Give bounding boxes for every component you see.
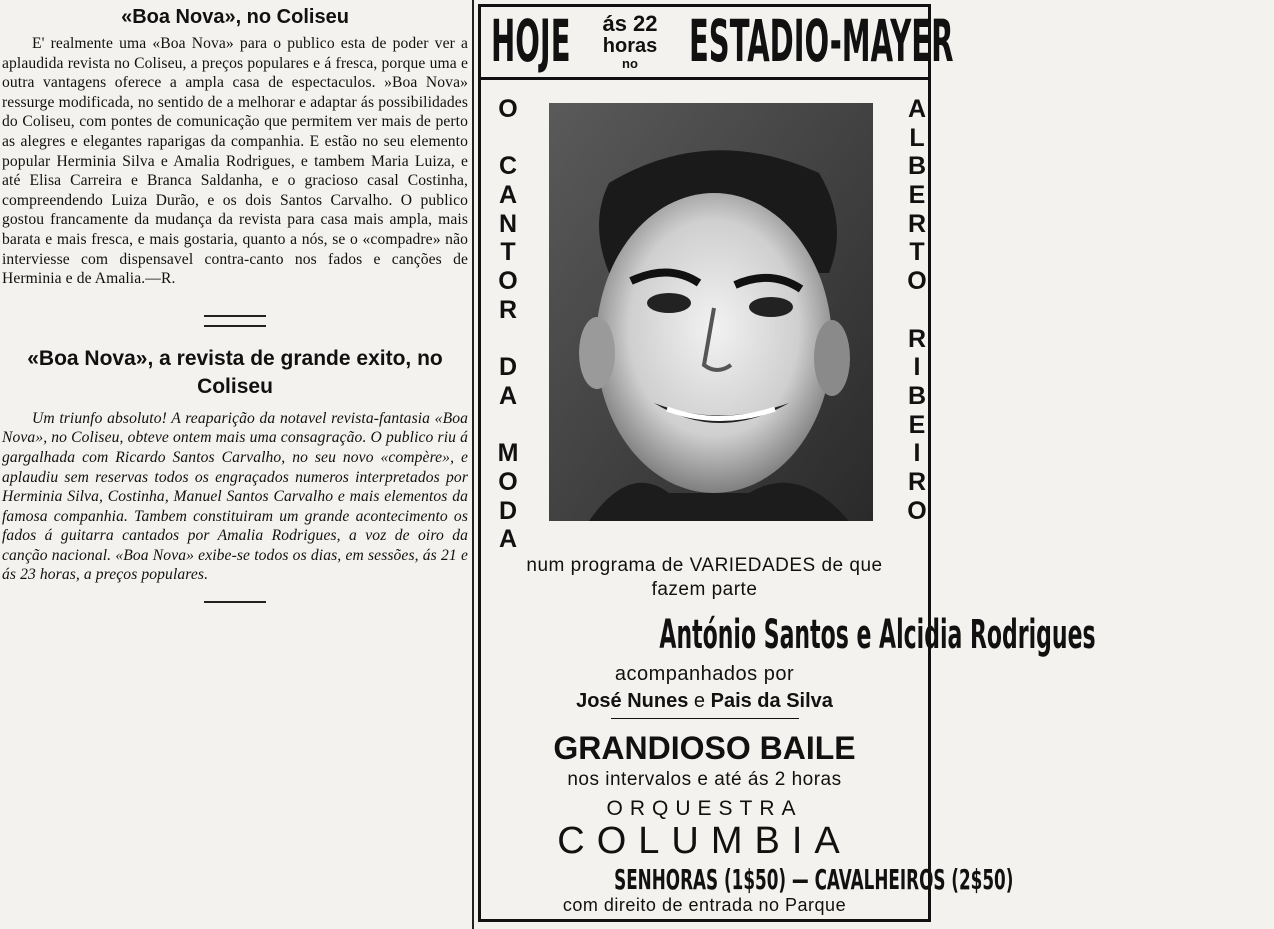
vertical-letter: L (909, 123, 925, 152)
baile-heading: GRANDIOSO BAILE (553, 730, 856, 766)
separator-rule (204, 601, 266, 603)
vertical-letter (490, 411, 526, 440)
musicians: José Nunes e Pais da Silva (576, 690, 833, 712)
vertical-letter: O (907, 267, 927, 296)
article-2-body: Um triunfo absoluto! A reaparição da notavel revista-fantasia «Boa Nova», no Coliseu, obteve ontem mais uma consagração. O publico riu á gargalhada com Ricardo Santos Carvalho, no seu novo «compère», e aplaudiu sem reservas todos os engraçados numeros interpretados por Herminia Silva, Costinha, Manuel Santos Carvalho e mais elementos da famosa companhia. Tambem constituiram um grande acontecimento os fados á guitarra cantados por Amalia Rodrigues, a voz de oiro da canção nacional. «Boa Nova» exibe-se todos os dias, em sessões, ás 21 e ás 23 horas, a preços populares. (2, 409, 468, 584)
vertical-letter: R (498, 295, 518, 324)
ad-header (481, 7, 954, 80)
vertical-letter: B (907, 381, 927, 410)
vertical-letter: D (498, 353, 518, 382)
left-vertical-title (490, 95, 526, 554)
columbia-label: COLUMBIA (557, 820, 852, 862)
orquestra-label: ORQUESTRA (606, 797, 803, 820)
park-entry-note: com direito de entrada no Parque (562, 895, 847, 915)
separator-rule (204, 325, 266, 327)
vertical-letter: M (497, 439, 519, 468)
vertical-letter: I (913, 439, 921, 468)
vertical-letter: R (907, 467, 927, 496)
left-column (2, 4, 468, 924)
accompanied-by: acompanhados por (614, 663, 795, 685)
time-line-1: ás 22 (602, 11, 658, 36)
time-line-2: horas (602, 35, 658, 57)
program-line-2: fazem parte (651, 579, 758, 600)
separator-rule (204, 315, 266, 317)
ad-separator (611, 718, 799, 719)
vertical-letter: O (498, 267, 518, 296)
time-line-3: no (622, 56, 638, 71)
vertical-letter: T (909, 238, 925, 267)
time-box (593, 13, 667, 71)
vertical-letter: A (498, 181, 518, 210)
article-2-title: «Boa Nova», a revista de grande exito, no Coliseu (27, 346, 443, 398)
vertical-letter: B (907, 152, 927, 181)
vertical-letter: I (913, 353, 921, 382)
vertical-letter (899, 296, 935, 325)
right-vertical-name (899, 95, 935, 525)
interval-hours: nos intervalos e até ás 2 horas (567, 769, 842, 790)
vertical-letter: C (498, 152, 518, 181)
vertical-letter: T (500, 238, 516, 267)
vertical-letter: O (498, 95, 518, 123)
ticket-prices: SENHORAS (1$50) — CAVALHEIROS (2$50) (614, 863, 1014, 896)
vertical-letter: A (907, 95, 927, 123)
artists-names: António Santos e Alcidia Rodrigues (659, 612, 1096, 658)
vertical-letter: R (907, 209, 927, 238)
venue-name: ESTADIO-MAYER (689, 7, 954, 75)
vertical-letter (490, 325, 526, 354)
vertical-letter (490, 124, 526, 153)
vertical-letter: A (498, 381, 518, 410)
program-line-1: num programa de VARIEDADES de que (526, 555, 883, 576)
vertical-letter: E (908, 181, 926, 210)
singer-portrait-photo (549, 103, 873, 521)
article-1-body: E' realmente uma «Boa Nova» para o publico esta de poder ver a aplaudida revista no Coliseu, a preços populares e á fresca, porque uma e outra vantagens oferece a ampla casa de espectaculos. »Boa Nova» ressurge modificada, no sentido de a melhorar e adaptar ás possibilidades do Coliseu, com pontes de comunicação que permitem ver mais de perto as alegres e elegantes raparigas da companhia. E estão no seu elemento popular Herminia Silva e Amalia Rodrigues, e tambem Maria Luiza, e até Elisa Carreira e Branca Saldanha, e o gracioso casal Costinha, compreendendo Luiza Durão, e os dois Santos Carvalho. O publico gostou francamente da mudança da revista para casa mais ampla, mais barata e mais fresca, e mais gostaria, quanto a nós, se o «compadre» não interviesse com dispensavel contra-canto nos fados e canções de Herminia e de Amalia.—R. (2, 35, 468, 288)
vertical-letter: O (907, 496, 927, 525)
vertical-letter: A (498, 525, 518, 554)
vertical-letter: N (498, 209, 518, 238)
vertical-letter: R (907, 324, 927, 353)
vertical-letter: O (498, 467, 518, 496)
vertical-letter: D (498, 496, 518, 525)
vertical-letter: E (908, 410, 926, 439)
hoje-label: HOJE (491, 7, 571, 75)
column-divider (472, 0, 474, 929)
article-1-title: «Boa Nova», no Coliseu (121, 6, 349, 28)
advertisement (478, 4, 1096, 922)
